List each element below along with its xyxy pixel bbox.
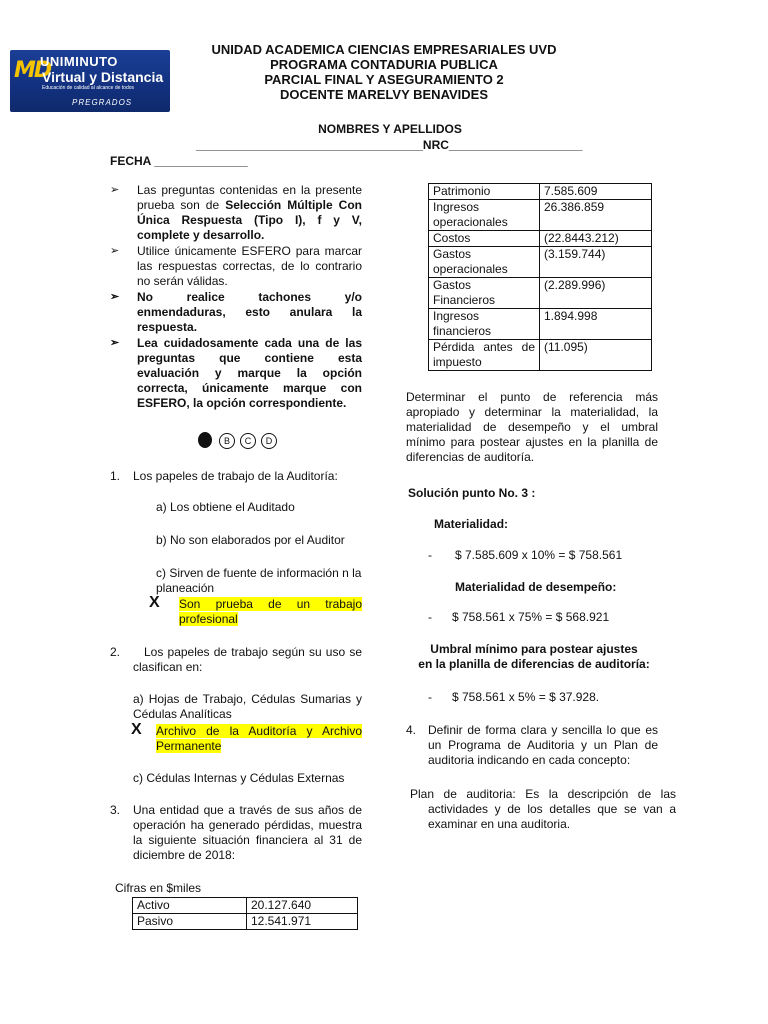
threshold-title-line2: en la planilla de diferencias de auditoría: [418,657,650,671]
table-cell: (3.159.744) [540,247,652,278]
filled-bubble-a [198,432,212,448]
q2-text: Los papeles de trabajo según su uso se clasifican en: [133,645,362,674]
header-line-2: PROGRAMA CONTADURIA PUBLICA [270,57,498,72]
threshold-calc: $ 758.561 x 5% = $ 37.928. [452,690,600,704]
logo-line1: UNIMINUTO [40,54,118,69]
table-row [429,309,652,340]
arrow-bullet-icon: ➢ [110,337,120,349]
logo-line2: Virtual y Distancia [42,69,164,85]
q2-number: 2. [110,645,121,659]
balance-table-small [132,897,358,930]
cifras-label: Cifras en $miles [115,881,202,895]
table-row [133,914,358,930]
q1-option-b: b) No son elaborados por el Auditor [156,533,345,547]
instruction-4: Lea cuidadosamente cada una de las preguntas que contiene esta evaluación y marque la opción correcta, únicamente marque con ESFERO, la opción correspondiente. [137,336,362,410]
nrc-line: __________________________________NRC____________________ [196,138,583,152]
q1-option-c-text: c) Sirven de fuente de información n la planeación [156,566,362,595]
table-cell: Pasivo [133,914,247,930]
materiality-calc: $ 7.585.609 x 10% = $ 758.561 [455,548,623,562]
table-row [133,898,358,914]
table-cell: Patrimonio [429,184,540,200]
answer-cross-mark-icon: X [131,721,142,738]
table-row [429,231,652,247]
university-logo [10,50,170,112]
table-cell: (11.095) [540,340,652,371]
table-cell: 12.541.971 [247,914,358,930]
q4-answer: Plan de auditoria: Es la descripción de las actividades y de los detalles que se van a examinar en una auditoria. [410,787,676,831]
q2-option-b [156,724,362,754]
header-line-1: UNIDAD ACADEMICA CIENCIAS EMPRESARIALES UVD [211,42,557,57]
bubble-c: C [240,433,256,449]
instruction-2: Utilice únicamente ESFERO para marcar las respuestas correctas, de lo contrario no serán válidas. [137,244,362,288]
header-line-4: DOCENTE MARELVY BENAVIDES [279,87,489,102]
q2-option-b-text: Archivo de la Auditoría y Archivo Permanente [156,724,362,753]
q1-option-d [179,597,362,627]
solution-title: Solución punto No. 3 : [408,486,536,500]
instruction-3: No realice tachones y/o enmendaduras, esto anulara la respuesta. [137,290,362,334]
q1-number: 1. [110,469,121,483]
q4-number: 4. [406,723,417,737]
table-cell: Ingresos financieros [429,309,540,340]
table-cell: Gastos Financieros [429,278,540,309]
performance-materiality-title: Materialidad de desempeño: [455,580,617,594]
q1-option-a: a) Los obtiene el Auditado [156,500,295,514]
q1-text: Los papeles de trabajo de la Auditoría: [133,469,338,483]
table-cell: Ingresos operacionales [429,200,540,231]
dash-1: - [428,548,432,562]
q2-option-a: a) Hojas de Trabajo, Cédulas Sumarias y Cédulas Analíticas [133,692,362,721]
answer-cross-mark-icon: X [149,594,160,611]
bubble-b: B [219,433,235,449]
fecha-line: FECHA ______________ [110,154,248,168]
q3-number: 3. [110,803,121,817]
names-label: NOMBRES Y APELLIDOS [318,122,462,136]
dash-3: - [428,690,432,704]
logo-line4: PREGRADOS [72,98,133,107]
performance-materiality-calc: $ 758.561 x 75% = $ 568.921 [452,610,610,624]
logo-line3: Educación de calidad al alcance de todos [42,85,135,91]
instructions [110,183,362,411]
logo-mark: MD [14,58,51,83]
arrow-bullet-icon: ➢ [110,245,120,257]
table-cell: 1.894.998 [540,309,652,340]
table-row [429,247,652,278]
table-cell: 26.386.859 [540,200,652,231]
table-cell: Activo [133,898,247,914]
table-cell: 7.585.609 [540,184,652,200]
table-cell: (22.8443.212) [540,231,652,247]
q1-option-c [156,566,362,596]
q4-text: Definir de forma clara y sencilla lo que es un Programa de Auditoria y un Plan de auditoria indicando en cada concepto: [428,723,658,767]
table-row [429,278,652,309]
table-cell: Gastos operacionales [429,247,540,278]
table-row [429,340,652,371]
table-row [429,200,652,231]
q1-option-d-text: Son prueba de un trabajo profesional [179,597,362,626]
arrow-bullet-icon: ➢ [110,291,120,303]
q2-option-c: c) Cédulas Internas y Cédulas Externas [133,771,345,785]
header-line-3: PARCIAL FINAL Y ASEGURAMIENTO 2 [264,72,504,87]
table-cell: Pérdida antes de impuesto [429,340,540,371]
table-cell: (2.289.996) [540,278,652,309]
instruction-1-plain: Las preguntas contenidas en la presente prueba son de [137,183,362,212]
q3-text: Una entidad que a través de sus años de operación ha generado pérdidas, muestra la siguiente situación financiera al 31 de diciembre de 2018: [133,803,362,862]
materiality-title: Materialidad: [434,517,509,531]
instruction-1-bold: Selección Múltiple Con Única Respuesta (Tipo I), f y V, complete y desarrollo. [137,198,362,242]
q3-task: Determinar el punto de referencia más apropiado y determinar la materialidad, la materialidad de desempeño y el umbral mínimo para postear ajustes en la planilla de diferencias de auditoría. [406,390,658,464]
table-row [429,184,652,200]
threshold-title [408,642,660,672]
bubble-d: D [261,433,277,449]
table-cell: 20.127.640 [247,898,358,914]
financial-table [428,183,652,371]
table-cell: Costos [429,231,540,247]
threshold-title-line1: Umbral mínimo para postear ajustes [430,642,638,656]
document-header [160,42,608,102]
arrow-bullet-icon: ➢ [110,184,120,196]
dash-2: - [428,610,432,624]
